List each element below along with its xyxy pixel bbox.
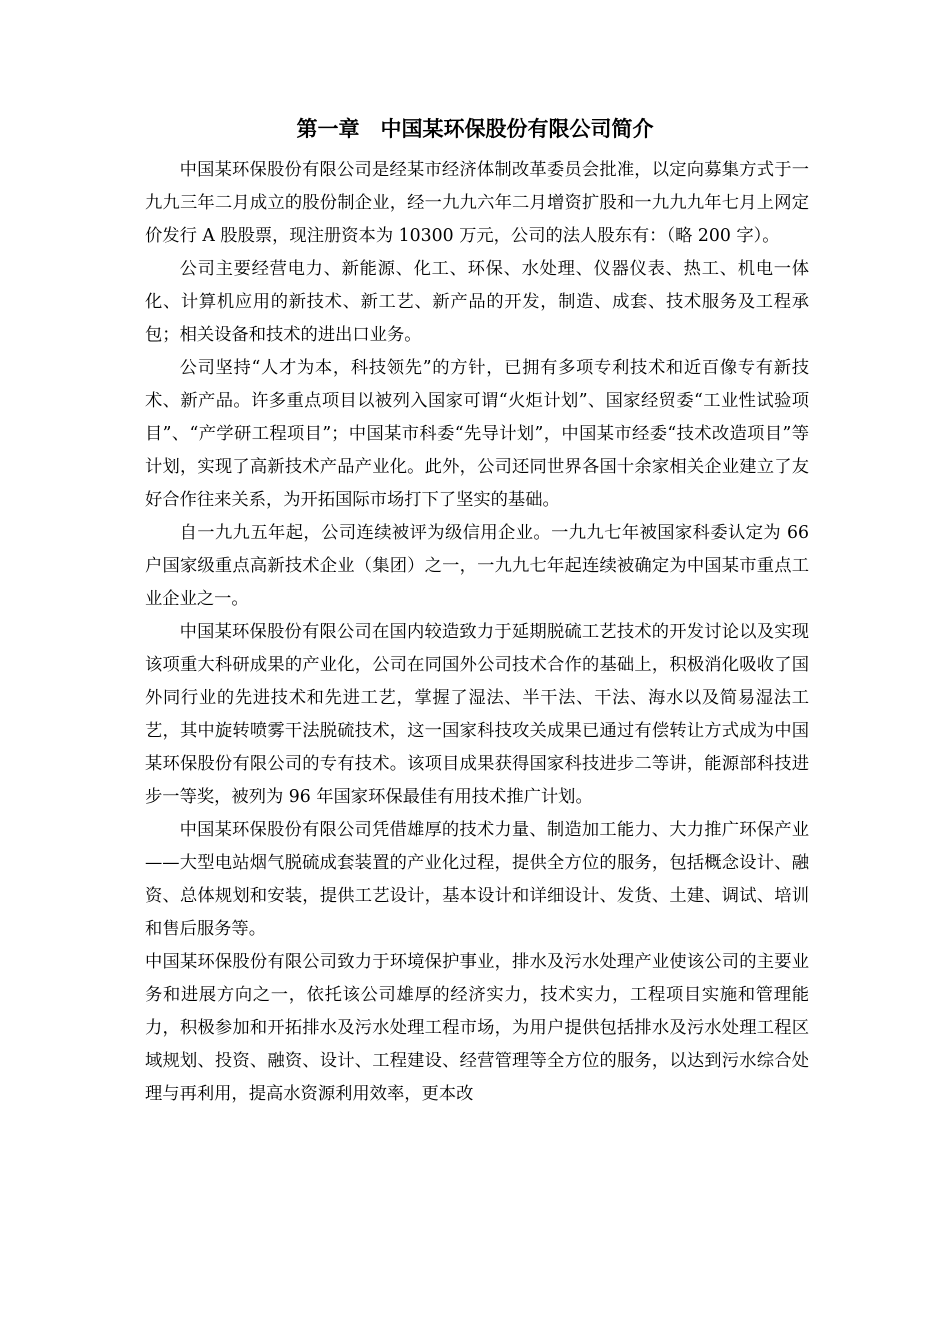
paragraph-company-overview: 中国某环保股份有限公司是经某市经济体制改革委员会批准，以定向募集方式于一九九三年二月成立的股份制企业，经一九九六年二月增资扩股和一九九九年七月上网定价发行 A 股股票，现注册资本为 10300 万元，公司的法人股东有：（略 200 字）。 bbox=[145, 160, 809, 246]
paragraph-services: 中国某环保股份有限公司凭借雄厚的技术力量、制造加工能力、大力推广环保产业——大型电站烟气脱硫成套装置的产业化过程，提供全方位的服务，包括概念设计、融资、总体规划和安装，提供工艺设计，基本设计和详细设计、发货、土建、调试、培训和售后服务等。 bbox=[145, 820, 809, 939]
paragraph-water-treatment: 中国某环保股份有限公司致力于环境保护事业，排水及污水处理产业使该公司的主要业务和进展方向之一，依托该公司雄厚的经济实力，技术实力，工程项目实施和管理能力，积极参加和开拓排水及污水处理工程市场，为用户提供包括排水及污水处理工程区域规划、投资、融资、设计、工程建设、经营管理等全方位的服务，以达到污水综合处理与再利用，提高水资源利用效率，更本改 bbox=[145, 952, 809, 1104]
paragraph-desulfurization: 中国某环保股份有限公司在国内较造致力于延期脱硫工艺技术的开发讨论以及实现该项重大科研成果的产业化，公司在同国外公司技术合作的基础上，积极消化吸收了国外同行业的先进技术和先进工艺，掌握了湿法、半干法、干法、海水以及简易湿法工艺，其中旋转喷雾干法脱硫技术，这一国家科技攻关成果已通过有偿转让方式成为中国某环保股份有限公司的专有技术。该项目成果获得国家科技进步二等讲，能源部科技进步一等奖，被列为 96 年国家环保最佳有用技术推广计划。 bbox=[145, 622, 809, 807]
paragraph-technology-policy: 公司坚持“人才为本，科技领先”的方针，已拥有多项专利技术和近百像专有新技术、新产品。许多重点项目以被列入国家可谓“火炬计划”、国家经贸委“工业性试验项目”、“产学研工程项目”；中国某市科委“先导计划”，中国某市经委“技术改造项目”等计划，实现了高新技术产品产业化。此外，公司还同世界各国十余家相关企业建立了友好合作往来关系，为开拓国际市场打下了坚实的基础。 bbox=[145, 358, 809, 510]
paragraph-business-scope: 公司主要经营电力、新能源、化工、环保、水处理、仪器仪表、热工、机电一体化、计算机应用的新技术、新工艺、新产品的开发，制造、成套、技术服务及工程承包；相关设备和技术的进出口业务。 bbox=[145, 259, 809, 345]
document-body bbox=[145, 154, 809, 1111]
chapter-title: 第一章 中国某环保股份有限公司简介 bbox=[296, 117, 654, 141]
paragraph-honors: 自一九九五年起，公司连续被评为级信用企业。一九九七年被国家科委认定为 66 户国家级重点高新技术企业（集团）之一，一九九七年起连续被确定为中国某市重点工业企业之一。 bbox=[145, 523, 809, 609]
